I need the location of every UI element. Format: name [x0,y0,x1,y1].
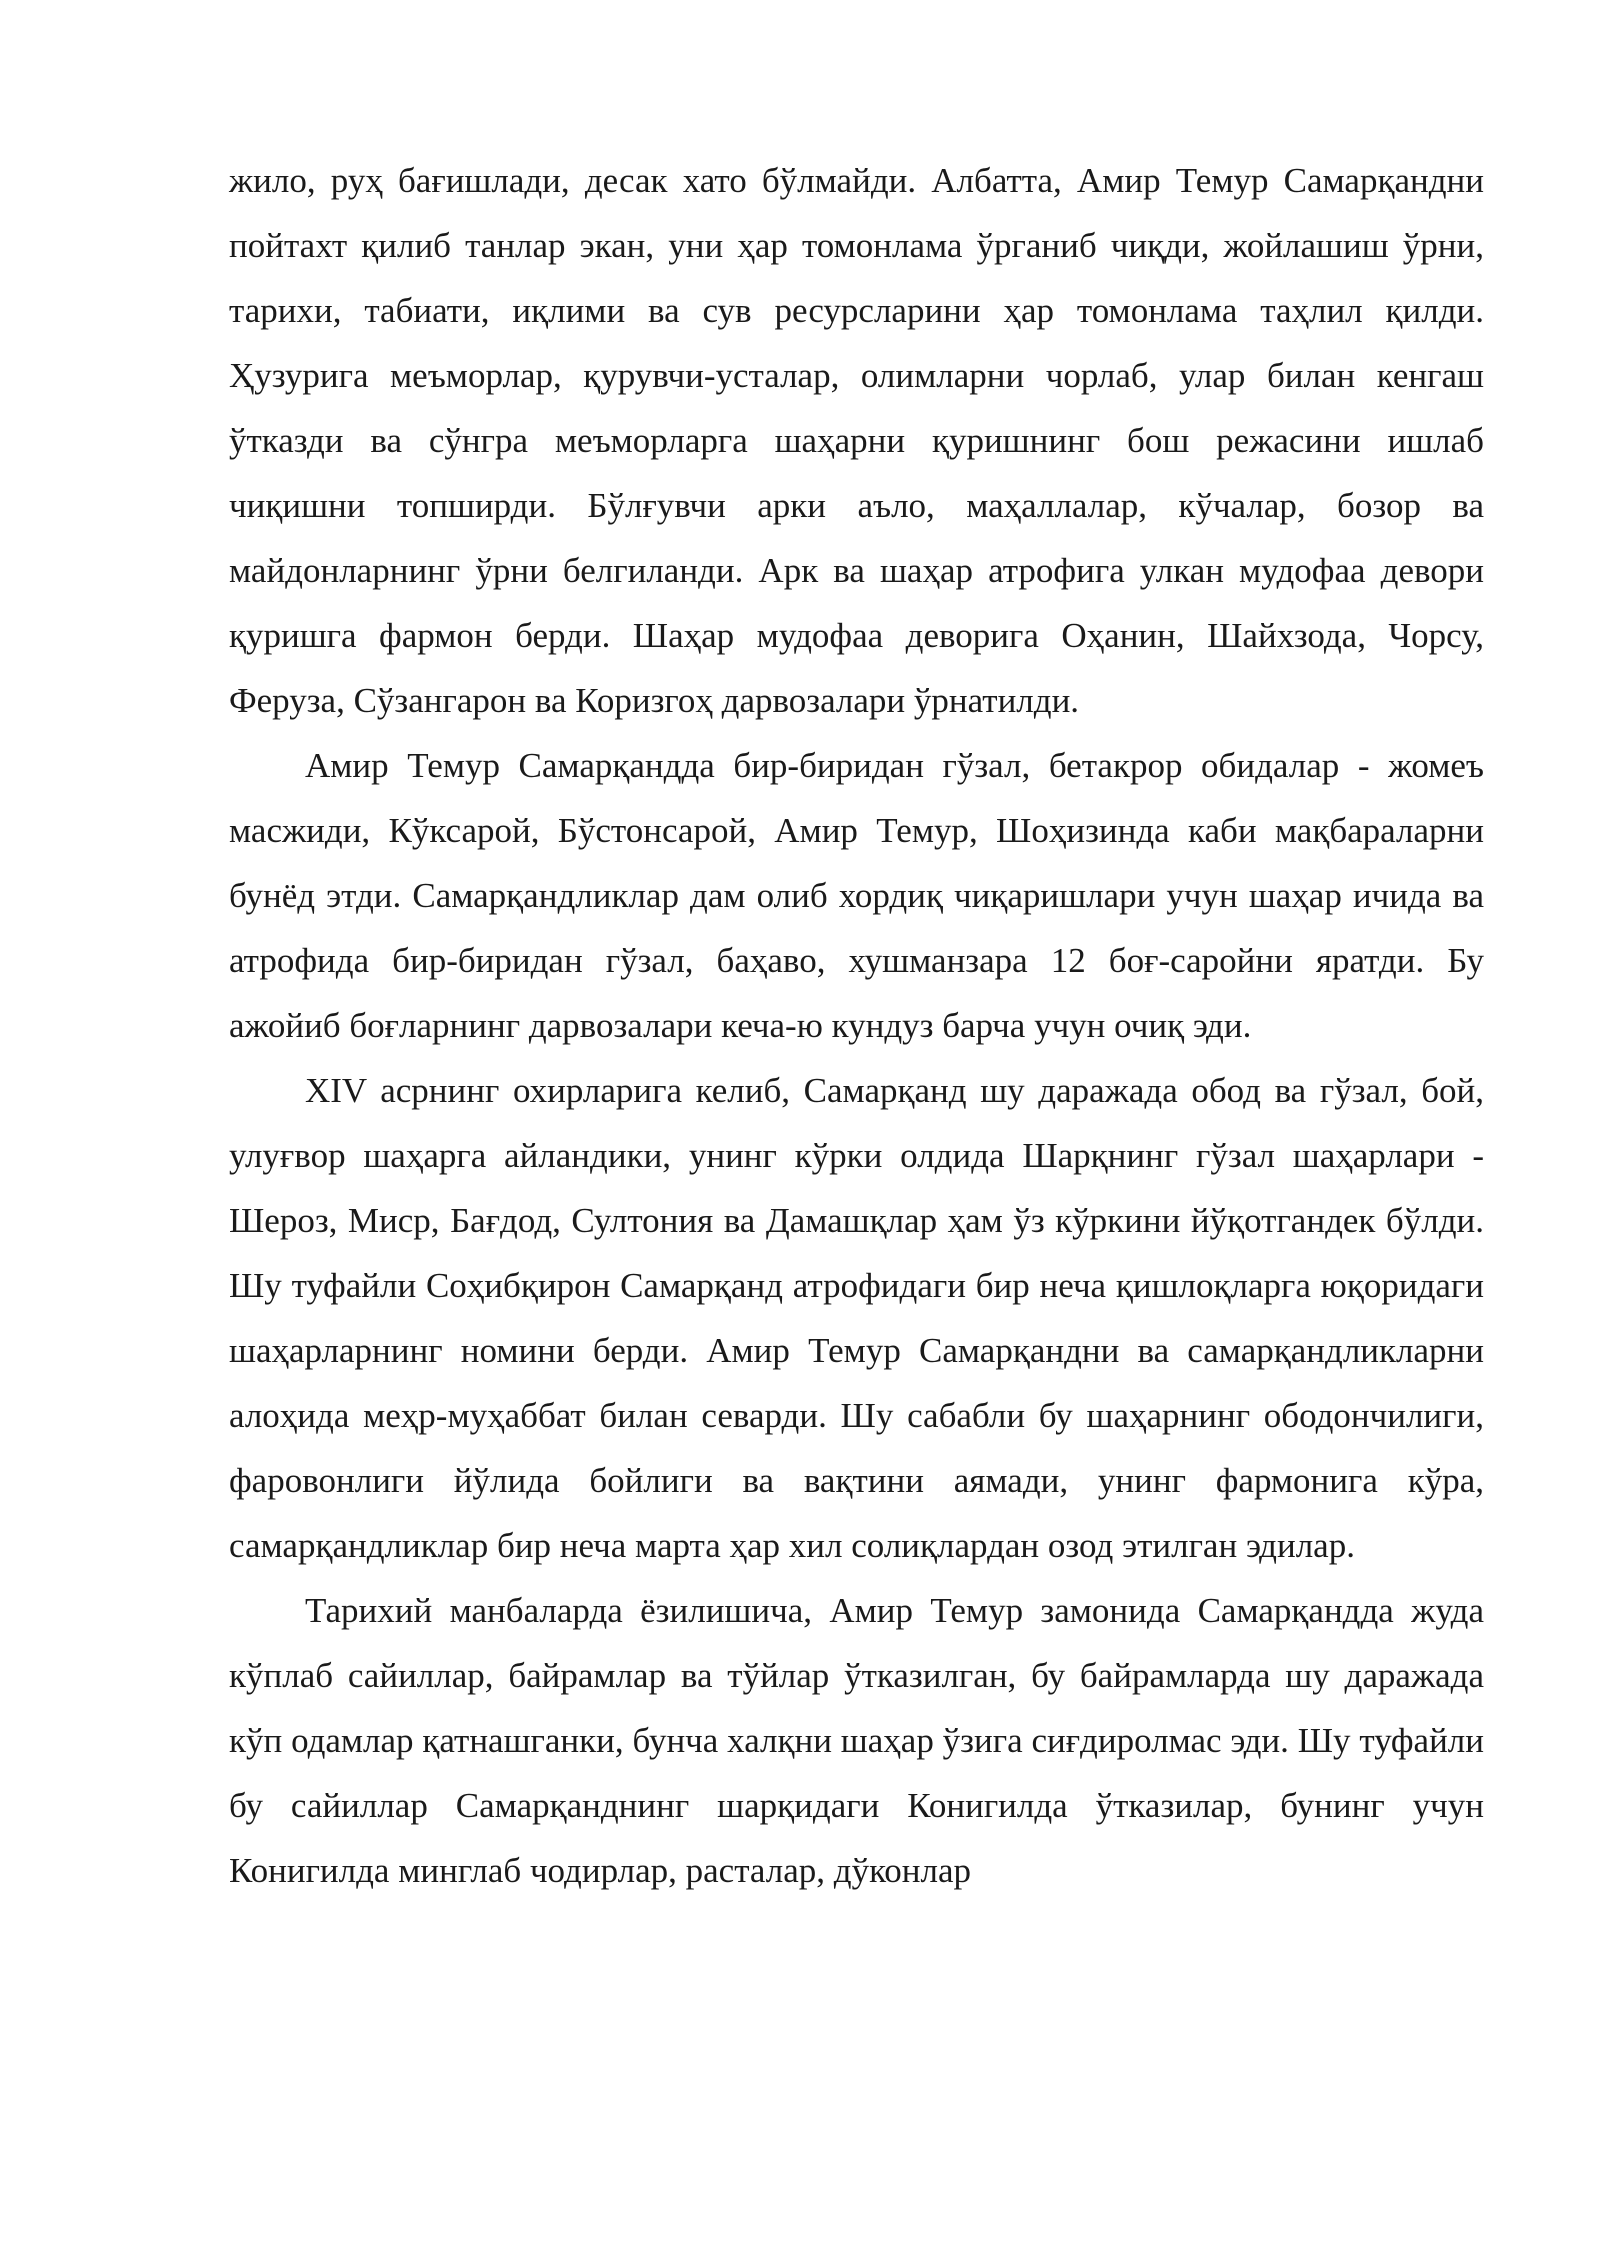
paragraph-festivals: Тарихий манбаларда ёзилишича, Амир Темур замонида Самарқандда жуда кўплаб сайиллар, байрамлар ва тўйлар ўтказилган, бу байрамларда шу даражада кўп одамлар қатнашганки, бунча халқни шаҳар ўзига сиғдиролмас эди. Шу туфайли бу сайиллар Самарқанднинг шарқидаги Конигилда ўтказилар, бунинг учун Конигилда минглаб чодирлар, расталар, дўконлар [229,1591,1484,1890]
body-text [229,148,1484,1903]
paragraph-xiv-century: XIV асрнинг охирларига келиб, Самарқанд шу даражада обод ва гўзал, бой, улуғвор шаҳарга айландики, унинг кўрки олдида Шарқнинг гўзал шаҳарлари - Шероз, Миср, Бағдод, Султония ва Дамашқлар ҳам ўз кўркини йўқотгандек бўлди. Шу туфайли Соҳибқирон Самарқанд атрофидаги бир неча қишлоқларга юқоридаги шаҳарларнинг номини берди. Амир Темур Самарқандни ва самарқандликларни алоҳида меҳр-муҳаббат билан севарди. Шу сабабли бу шаҳарнинг ободончилиги, фаровонлиги йўлида бойлиги ва вақтини аямади, унинг фармонига кўра, самарқандликлар бир неча марта ҳар хил солиқлардан озод этилган эдилар. [229,1071,1484,1565]
paragraph-monuments: Амир Темур Самарқандда бир-биридан гўзал, бетакрор обидалар - жомеъ масжиди, Кўксарой, Бўстонсарой, Амир Темур, Шоҳизинда каби мақбараларни бунёд этди. Самарқандликлар дам олиб хордиқ чиқаришлари учун шаҳар ичида ва атрофида бир-биридан гўзал, баҳаво, хушманзара 12 боғ-саройни яратди. Бу ажойиб боғларнинг дарвозалари кеча-ю кундуз барча учун очиқ эди. [229,746,1484,1045]
paragraph-continuation: жило, руҳ бағишлади, десак хато бўлмайди. Албатта, Амир Темур Самарқандни пойтахт қилиб танлар экан, уни ҳар томонлама ўрганиб чиқди, жойлашиш ўрни, тарихи, табиати, иқлими ва сув ресурсларини ҳар томонлама таҳлил қилди. Ҳузурига меъморлар, қурувчи-усталар, олимларни чорлаб, улар билан кенгаш ўтказди ва сўнгра меъморларга шаҳарни қуришнинг бош режасини ишлаб чиқишни топширди. Бўлғувчи арки аъло, маҳаллалар, кўчалар, бозор ва майдонларнинг ўрни белгиланди. Арк ва шаҳар атрофига улкан мудофаа девори қуришга фармон берди. Шаҳар мудофаа деворига Оҳанин, Шайхзода, Чорсу, Феруза, Сўзангарон ва Коризгоҳ дарвозалари ўрнатилди. [229,161,1484,720]
